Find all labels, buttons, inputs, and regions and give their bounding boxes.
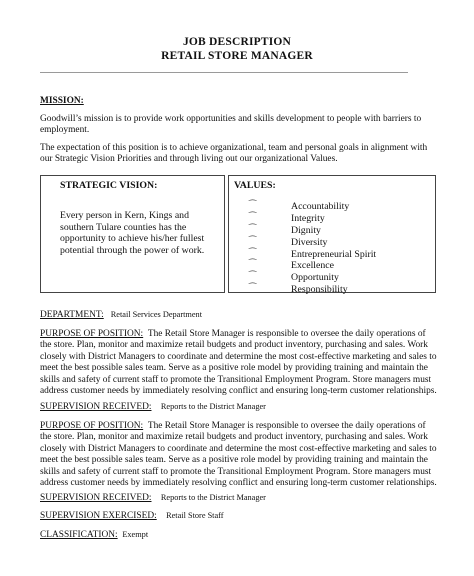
bullet-icon: ⁀	[249, 212, 257, 223]
bullet-icon: ⁀	[249, 248, 257, 259]
classification-line	[40, 529, 440, 541]
bullet-icon: ⁀	[249, 201, 257, 211]
department-line	[40, 309, 440, 321]
department-label: DEPARTMENT:	[40, 310, 104, 320]
supervision-exercised-label: SUPERVISION EXERCISED:	[40, 511, 157, 521]
value-item: ⁀ Entrepreneurial Spirit	[249, 248, 377, 260]
purpose-label: PURPOSE OF POSITION:	[40, 421, 144, 431]
values-list	[246, 201, 376, 296]
supervision-received-value: Reports to the District Manager	[160, 493, 266, 502]
value-item: ⁀ Opportunity	[249, 272, 339, 284]
supervision-received-value: Reports to the District Manager	[160, 402, 266, 411]
department-value: Retail Services Department	[110, 310, 202, 319]
values-heading: VALUES:	[234, 180, 276, 191]
value-item: ⁀ Integrity	[249, 212, 325, 224]
document-subtitle: RETAIL STORE MANAGER	[161, 50, 313, 62]
supervision-exercised-value: Retail Store Staff	[166, 511, 224, 520]
bullet-icon: ⁀	[249, 236, 257, 247]
purpose-text: The Retail Store Manager is responsible to oversee the daily operations of the store. Plan, monitor and maximize retail budgets and product inventory, purchasing and sales. Work closely with District Managers to coordinate and determine the most cost-effective marketing and sales to meet the best possible sales team. Serve as a positive role model by providing training and maintain the skills and safety of current staff to promote the Transitional Employment Program. Store managers must address customer needs by immediately resolving conflict and ensuring long-term customer relationships.	[40, 329, 437, 397]
supervision-received-line	[40, 492, 440, 504]
strategic-vision-heading: STRATEGIC VISION:	[60, 180, 158, 191]
bullet-icon: ⁀	[249, 272, 257, 283]
supervision-received-label: SUPERVISION RECEIVED:	[40, 402, 152, 412]
bullet-icon: ⁀	[249, 224, 257, 235]
header-divider	[40, 72, 408, 73]
supervision-received-label: SUPERVISION RECEIVED:	[40, 493, 152, 503]
value-item: ⁀ Diversity	[249, 236, 328, 248]
classification-value: Exempt	[122, 530, 149, 539]
mission-text: Goodwill’s mission is to provide work opportunities and skills development to people with barriers to employment.	[40, 114, 422, 136]
purpose-text: The Retail Store Manager is responsible to oversee the daily operations of the store. Plan, monitor and maximize retail budgets and product inventory, purchasing and sales. Work closely with District Managers to coordinate and determine the most cost-effective marketing and sales to meet the best possible sales team. Serve as a positive role model by providing training and maintain the skills and safety of current staff to promote the Transitional Employment Program. Store managers must address customer needs by immediately resolving conflict and ensuring long-term customer relationships.	[40, 421, 437, 489]
value-item: ⁀ Excellence	[249, 260, 334, 272]
purpose-label: PURPOSE OF POSITION:	[40, 329, 144, 339]
value-item: ⁀ Accountability	[249, 201, 350, 212]
mission-heading: MISSION:	[40, 96, 84, 106]
bullet-icon: ⁀	[249, 284, 257, 295]
purpose-section	[40, 421, 438, 489]
value-item: ⁀ Responsibility	[249, 284, 348, 296]
supervision-exercised-line	[40, 510, 440, 522]
supervision-received-line	[40, 401, 440, 413]
purpose-section	[40, 329, 438, 397]
document-title: JOB DESCRIPTION	[182, 36, 292, 48]
value-item: ⁀ Dignity	[249, 224, 321, 236]
bullet-icon: ⁀	[249, 260, 257, 271]
strategic-vision-text: Every person in Kern, Kings and southern Tulare counties has the opportunity to achieve his/her fullest potential through the power of work.	[60, 210, 205, 256]
classification-label: CLASSIFICATION:	[40, 530, 118, 540]
expectation-text: The expectation of this position is to achieve organizational, team and personal goals in alignment with our Strategic Vision Priorities and through living out our organizational Values.	[40, 143, 428, 165]
